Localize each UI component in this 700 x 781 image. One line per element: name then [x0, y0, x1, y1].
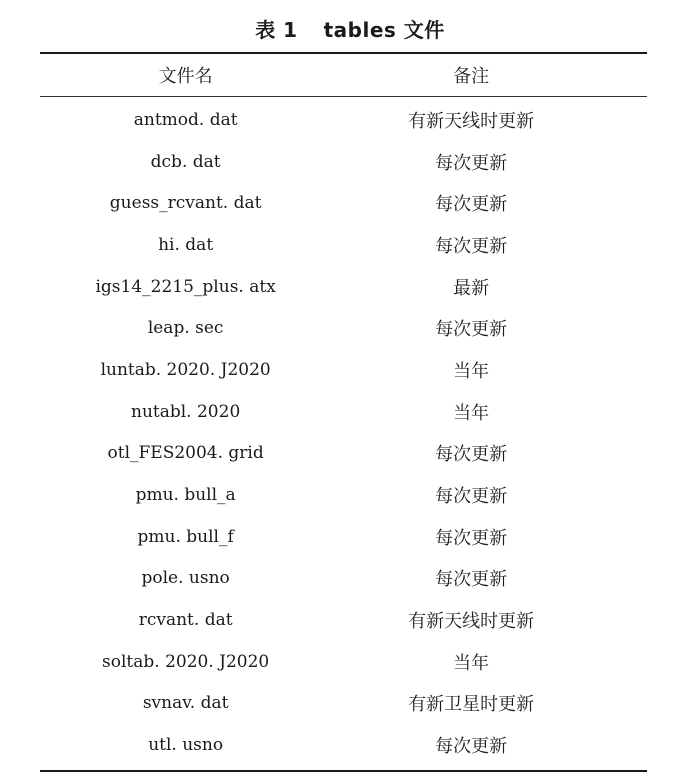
- note-cell: 每次更新: [435, 569, 508, 591]
- file-name-cell: dcb. dat: [150, 151, 221, 172]
- table-row: [40, 141, 647, 183]
- note-cell: 有新卫星时更新: [408, 694, 535, 716]
- table-row: [40, 224, 647, 266]
- file-name-cell: soltab. 2020. J2020: [102, 651, 270, 672]
- file-name-cell: utl. usno: [148, 735, 224, 756]
- note-cell: 每次更新: [435, 235, 508, 257]
- file-name-cell: otl_FES2004. grid: [107, 443, 264, 464]
- file-name-cell: hi. dat: [158, 234, 214, 255]
- table-row: [40, 516, 647, 558]
- table-row: [40, 474, 647, 516]
- note-cell: 每次更新: [435, 486, 508, 508]
- note-cell: 每次更新: [435, 152, 508, 174]
- table-row: [40, 391, 647, 433]
- table-row: [40, 641, 647, 683]
- note-cell: 有新天线时更新: [408, 110, 535, 132]
- file-name-cell: luntab. 2020. J2020: [100, 359, 271, 380]
- note-cell: 当年: [453, 402, 490, 424]
- bottom-rule: [40, 770, 647, 772]
- file-name-cell: nutabl. 2020: [131, 401, 241, 422]
- table-row: [40, 349, 647, 391]
- file-name-cell: pmu. bull_a: [135, 485, 236, 506]
- table-row: [40, 724, 647, 766]
- note-cell: 每次更新: [435, 736, 508, 758]
- table-row: [40, 683, 647, 725]
- file-name-cell: guess_rcvant. dat: [109, 193, 262, 214]
- table-row: [40, 182, 647, 224]
- note-cell: 每次更新: [435, 194, 508, 216]
- table-row: [40, 558, 647, 600]
- header-note: 备注: [453, 66, 490, 87]
- note-cell: 每次更新: [435, 444, 508, 466]
- file-name-cell: pole. usno: [141, 568, 230, 589]
- table-title: tables 文件: [323, 18, 445, 42]
- note-cell: 有新天线时更新: [408, 611, 535, 633]
- file-name-cell: svnav. dat: [142, 693, 229, 714]
- note-cell: 每次更新: [435, 319, 508, 341]
- file-name-cell: igs14_2215_plus. atx: [95, 276, 276, 297]
- table-row: [40, 266, 647, 308]
- table-row: [40, 599, 647, 641]
- note-cell: 当年: [453, 360, 490, 382]
- file-name-cell: antmod. dat: [133, 109, 238, 130]
- table-row: [40, 307, 647, 349]
- table-body: [40, 97, 647, 770]
- table-row: [40, 99, 647, 141]
- table-caption: [0, 14, 700, 43]
- table-row: [40, 433, 647, 475]
- tables-file-table: [40, 52, 647, 772]
- note-cell: 最新: [453, 277, 490, 299]
- note-cell: 每次更新: [435, 527, 508, 549]
- note-cell: 当年: [453, 652, 490, 674]
- file-name-cell: leap. sec: [147, 318, 224, 339]
- table-header-row: [40, 54, 647, 96]
- header-filename: 文件名: [158, 66, 213, 87]
- file-name-cell: rcvant. dat: [138, 610, 233, 631]
- file-name-cell: pmu. bull_f: [137, 526, 234, 547]
- table-number: 表 1: [255, 18, 298, 42]
